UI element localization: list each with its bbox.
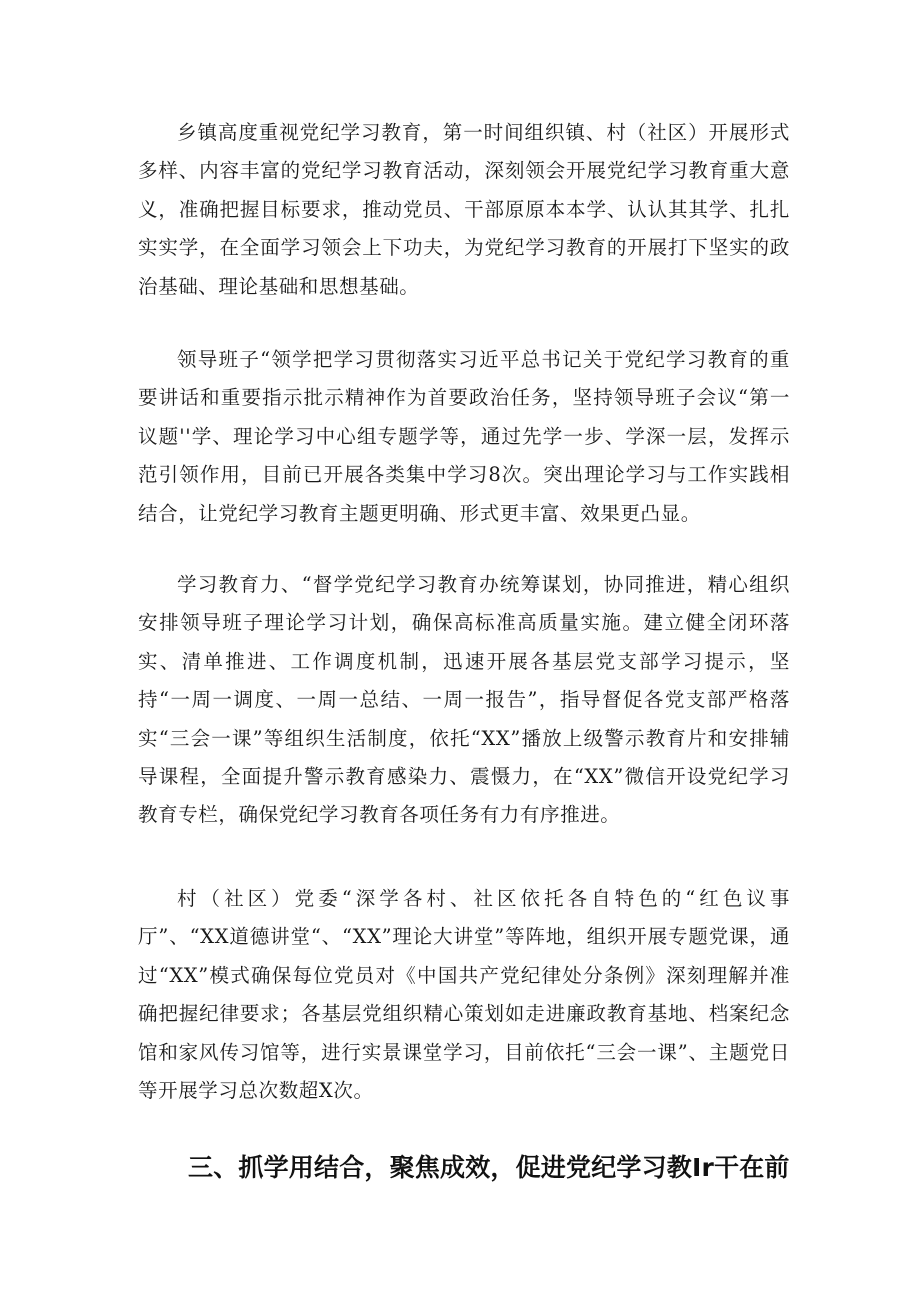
section-heading: 三、抓学用结合，聚焦成效，促进党纪学习教Ir干在前 [188, 1153, 790, 1182]
body-paragraph-2: 领导班子“领学把学习贯彻落实习近平总书记关于党纪学习教育的重要讲话和重要指示批示精神作为首要政治任务，坚持领导班子会议“第一议题''学、理论学习中心组专题学等，通过先学一步、学深一层，发挥示范引领作用，目前已开展各类集中学习8次。突出理论学习与工作实践相结合，让党纪学习教育主题更明确、形式更丰富、效果更凸显。 [138, 348, 790, 525]
body-paragraph-3: 学习教育力、“督学党纪学习教育办统筹谋划，协同推进，精心组织安排领导班子理论学习计划，确保高标准高质量实施。建立健全闭环落实、清单推进、工作调度机制，迅速开展各基层党支部学习提示，坚持“一周一调度、一周一总结、一周一报告”，指导督促各党支部严格落实“三会一课”等组织生活制度，依托“XX”播放上级警示教育片和安排辅导课程，全面提升警示教育感染力、震慑力，在“XX”微信开设党纪学习教育专栏，确保党纪学习教育各项任务有力有序推进。 [138, 573, 790, 827]
body-paragraph-1: 乡镇高度重视党纪学习教育，第一时间组织镇、村（社区）开展形式多样、内容丰富的党纪学习教育活动，深刻领会开展党纪学习教育重大意义，准确把握目标要求，推动党员、干部原原本本学、认认其其学、扎扎实实学，在全面学习领会上下功夫，为党纪学习教育的开展打下坚实的政治基础、理论基础和思想基础。 [138, 121, 790, 298]
body-paragraph-4: 村（社区）党委“深学各村、社区依托各自特色的“红色议事厅”、“XX道德讲堂“、“XX”理论大讲堂”等阵地，组织开展专题党课，通过“XX”模式确保每位党员对《中国共产党纪律处分条例》深刻理解并准确把握纪律要求；各基层党组织精心策划如走进廉政教育基地、档案纪念馆和家风传习馆等，进行实景课堂学习，目前依托“三会一课”、主题党日等开展学习总次数超X次。 [138, 887, 790, 1103]
